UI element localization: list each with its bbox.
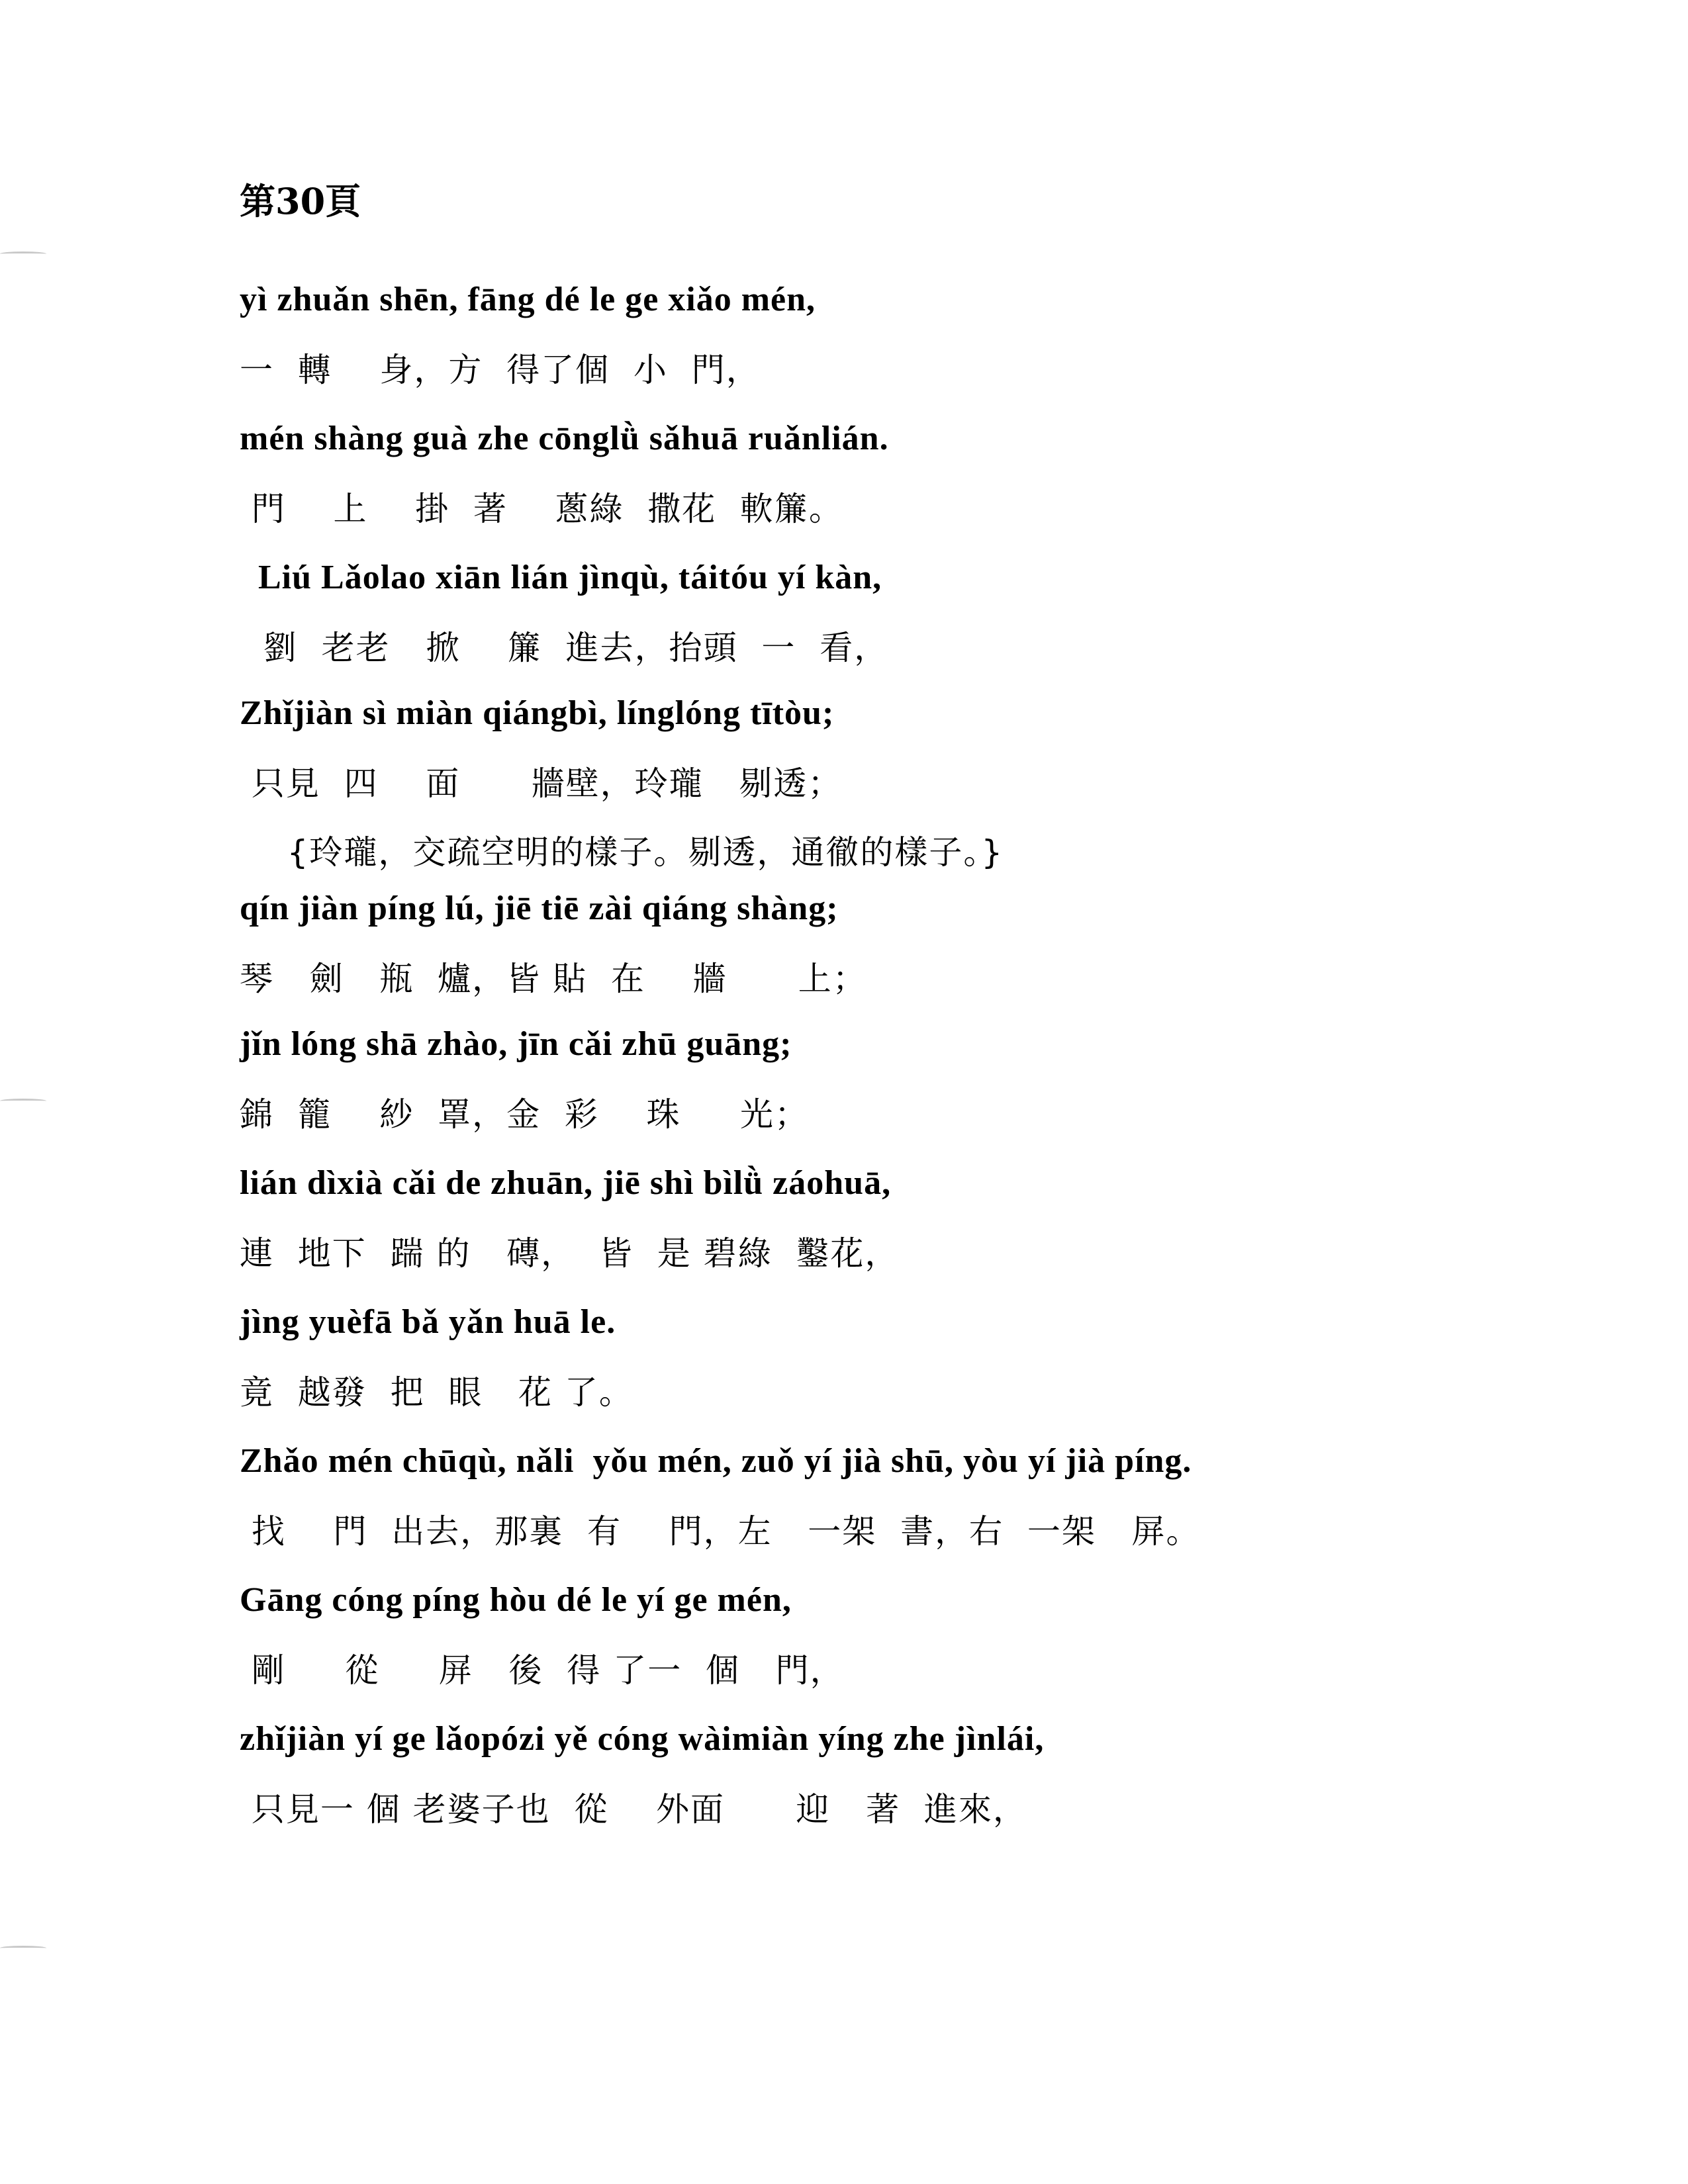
verse-line: [240, 860, 867, 1013]
pinyin-line: mén shàng guà zhe cōnglǜ sǎhuā ruǎnlián.: [240, 420, 889, 457]
binder-hole-mark: [0, 1946, 46, 1950]
hanzi-line: 只見 四 面 牆壁，玲瓏 剔透；: [240, 764, 843, 803]
verse-line: [240, 390, 889, 543]
verse-line: [240, 996, 809, 1149]
pinyin-line: Gāng cóng píng hòu dé le yí ge mén,: [240, 1581, 792, 1619]
pinyin-line: Liú Lǎolao xiān lián jìnqù, táitóu yí kàn,: [240, 559, 882, 596]
hanzi-line: 剛 從 屏 後 得 了一 個 門，: [240, 1651, 845, 1690]
verse-line: [240, 529, 888, 682]
binder-hole-mark: [0, 251, 46, 256]
pinyin-line: qín jiàn píng lú, jiē tiē zài qiáng shàng;: [240, 889, 839, 927]
verse-line: [240, 1274, 633, 1427]
annotation-note: {玲瓏，交疏空明的樣子。剔透，通徹的樣子。}: [240, 833, 1004, 872]
hanzi-line: 琴 劍 瓶 爐，皆 貼 在 牆 上；: [240, 960, 867, 998]
pinyin-line: lián dìxià cǎi de zhuān, jiē shì bìlǜ záohuā,: [240, 1164, 892, 1202]
verse-line: [240, 1691, 1044, 1844]
hanzi-line: 找 門 出去，那裏 有 門，左 一架 書，右 一架 屏。: [240, 1512, 1201, 1551]
hanzi-line: 一 轉 身，方 得了個 小 門，: [240, 351, 761, 389]
pinyin-line: Zhǎo mén chūqù, nǎli yǒu mén, zuǒ yí jià shū, yòu yí jià píng.: [240, 1442, 1192, 1480]
pinyin-line: zhǐjiàn yí ge lǎopózi yě cóng wàimiàn yíng zhe jìnlái,: [240, 1720, 1045, 1758]
verse-line: [240, 1413, 1201, 1566]
hanzi-line: 門 上 掛 著 蔥綠 撒花 軟簾。: [240, 490, 843, 528]
pinyin-line: Zhǐjiàn sì miàn qiángbì, línglóng tītòu;: [240, 694, 835, 732]
pinyin-line: jìng yuèfā bǎ yǎn huā le.: [240, 1303, 616, 1341]
hanzi-line: 竟 越發 把 眼 花 了。: [240, 1373, 633, 1412]
hanzi-line: 連 地下 踹 的 磚， 皆 是 碧綠 鑿花，: [240, 1234, 900, 1273]
verse-line: [240, 1135, 899, 1288]
page-title: 第30頁: [240, 180, 361, 222]
verse-line: [240, 1552, 845, 1705]
hanzi-line: 只見一 個 老婆子也 從 外面 迎 著 進來，: [240, 1790, 1027, 1829]
verse-line: [240, 251, 816, 404]
hanzi-line: 劉 老老 掀 簾 進去，抬頭 一 看，: [240, 629, 889, 667]
pinyin-line: yì zhuǎn shēn, fāng dé le ge xiǎo mén,: [240, 281, 816, 318]
binder-hole-mark: [0, 1099, 46, 1103]
verse-line: [240, 665, 1004, 887]
hanzi-line: 錦 籠 紗 罩，金 彩 珠 光；: [240, 1095, 809, 1134]
pinyin-line: jǐn lóng shā zhào, jīn cǎi zhū guāng;: [240, 1025, 792, 1063]
